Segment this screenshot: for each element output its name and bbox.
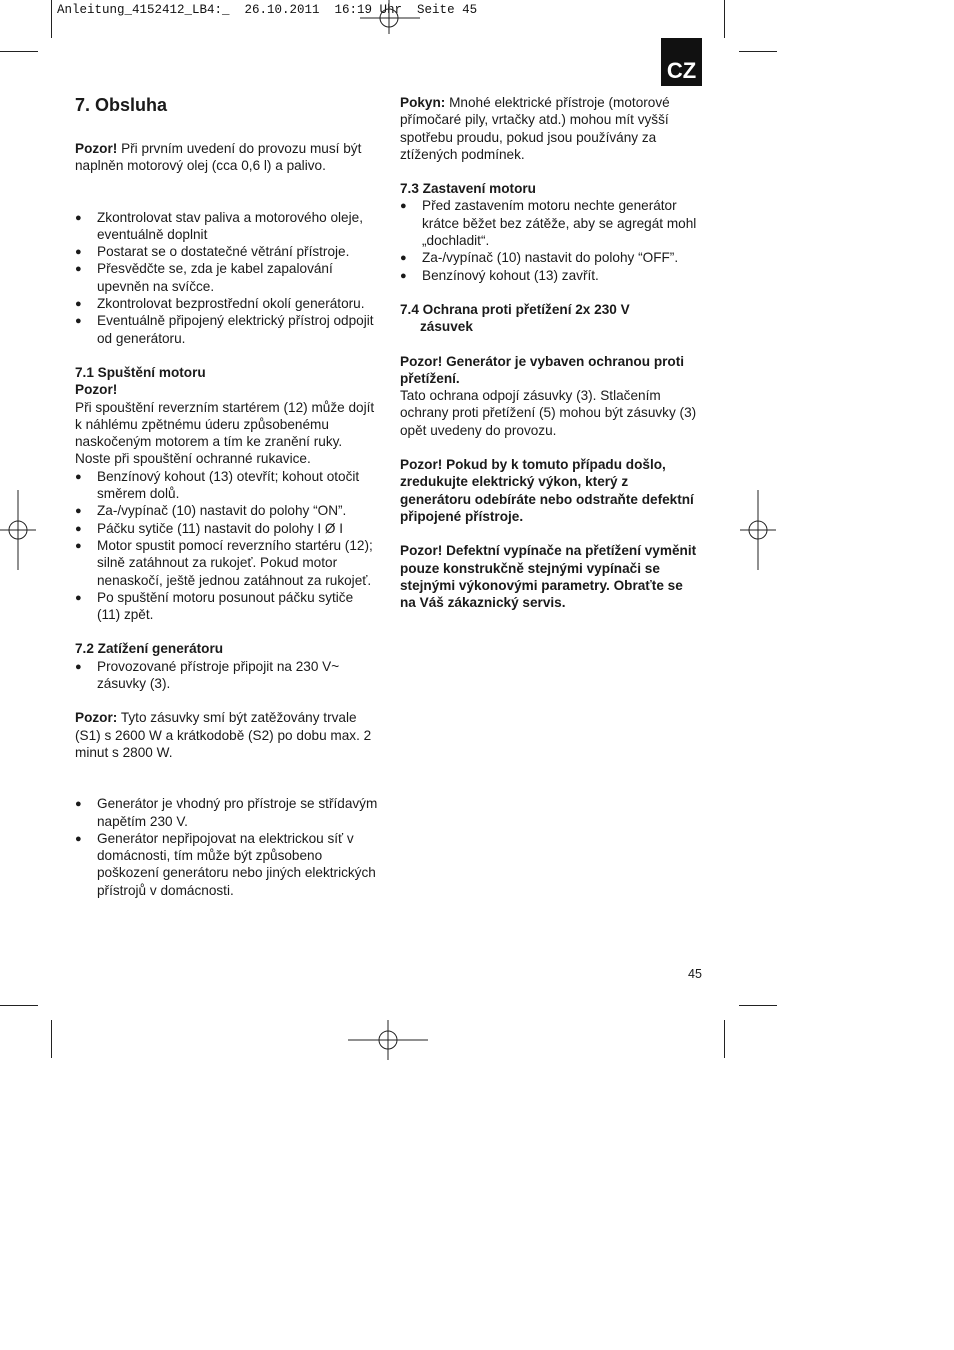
- intro-warning-label: Pozor!: [75, 141, 118, 156]
- section-title: 7. Obsluha: [75, 95, 168, 115]
- list-item: ● Přesvědčte se, zda je kabel zapalování upevněn na svíčce.: [75, 260, 380, 295]
- crop-mark-top-left-v: [51, 0, 52, 38]
- registration-mark-bottom: [348, 1020, 428, 1060]
- list-item: ● Generátor nepřipojovat na elektrickou síť v domácnosti, tím může být způsobeno poškození generátoru nebo jiných elektrických přístrojů v domácnosti.: [75, 830, 380, 899]
- overload-text: Tato ochrana odpojí zásuvky (3). Stlačením ochrany proti přetížení (5) mohou být zásuvky (3) opět uvedeny do provozu.: [400, 388, 697, 438]
- page-number: 45: [688, 967, 702, 981]
- load-warning-label: Pozor:: [75, 710, 118, 726]
- crop-mark-bottom-right-v: [724, 1020, 725, 1058]
- list-item: ● Za-/vypínač (10) nastavit do polohy “OFF”.: [400, 249, 700, 266]
- replace-breaker-warning: Pozor! Defektní vypínače na přetížení vyměnit pouze konstrukčně stejnými vypínači se stejnými výkonovými parametry. Obraťte se na Váš zákaznický servis.: [400, 543, 697, 611]
- checklist-bullets: [75, 209, 380, 347]
- list-item: ● Provozované přístroje připojit na 230 V~ zásuvky (3).: [75, 658, 380, 693]
- intro-paragraph: [75, 140, 380, 175]
- note-paragraph: [400, 94, 700, 163]
- list-item: ● Eventuálně připojený elektrický přístroj odpojit od generátoru.: [75, 312, 380, 347]
- crop-mark-top-left-h: [0, 51, 38, 52]
- overload-warning: Pozor! Generátor je vybaven ochranou proti přetížení.: [400, 353, 685, 386]
- section-7-1-heading: 7.1 Spuštění motoru: [75, 364, 206, 380]
- generator-notes: [75, 795, 380, 899]
- registration-mark-top: [360, 0, 420, 34]
- list-item: ● Za-/vypínač (10) nastavit do polohy “ON”.: [75, 502, 380, 519]
- note-text: Mnohé elektrické přístroje (motorové přímočaré pily, vrtačky atd.) mohou mít vyšší spotřebu proudu, pokud jsou používány za ztížených podmínek.: [400, 95, 670, 162]
- intro-text: Při prvním uvedení do provozu musí být naplněn motorový olej (cca 0,6 l) a palivo.: [75, 141, 362, 174]
- list-item: ● Motor spustit pomocí reverzního startéru (12); silně zatáhnout za rukojeť. Pokud motor nenaskočí, ještě jednou zatáhnout za rukojeť.: [75, 537, 380, 589]
- crop-mark-top-right-h: [739, 51, 777, 52]
- left-column: [75, 94, 380, 899]
- list-item: ● Před zastavením motoru nechte generátor krátce běžet bez zátěže, aby se agregát mohl „dochladit“.: [400, 197, 700, 249]
- section-7-4-heading-line2: zásuvek: [420, 319, 473, 335]
- list-item: ● Páčku sytiče (11) nastavit do polohy I Ø I: [75, 520, 380, 537]
- section-7-1-warning: Pozor!: [75, 382, 118, 398]
- list-item: ● Benzínový kohout (13) zavřít.: [400, 267, 700, 284]
- section-7-4-heading-line1: 7.4 Ochrana proti přetížení 2x 230 V: [400, 301, 630, 317]
- load-warning-text: Tyto zásuvky smí být zatěžovány trvale (S1) s 2600 W a krátkodobě (S2) po dobu max. 2 minut s 2800 W.: [75, 710, 372, 760]
- crop-mark-top-right-v: [724, 0, 725, 38]
- start-steps: [75, 468, 380, 624]
- section-7-2-warning: [75, 709, 380, 761]
- list-item: ● Generátor je vhodný pro přístroje se střídavým napětím 230 V.: [75, 795, 380, 830]
- crop-mark-bottom-left-v: [51, 1020, 52, 1058]
- note-label: Pokyn:: [400, 95, 446, 110]
- section-7-2-heading: 7.2 Zatížení generátoru: [75, 641, 224, 657]
- section-7-1-text: Při spouštění reverzním startérem (12) může dojít k náhlému zpětnému úderu způsobenému naskočeným motorem a tím ke zranění ruky. Noste při spouštění ochranné rukavice.: [75, 399, 375, 467]
- list-item: ● Zkontrolovat stav paliva a motorového oleje, eventuálně doplnit: [75, 209, 380, 244]
- reduce-load-warning: Pozor! Pokud by k tomuto případu došlo, zredukujte elektrický výkon, který z generátoru odebíráte nebo odstraňte defektní připojené přístroje.: [400, 457, 694, 524]
- print-slug: Anleitung_4152412_LB4:_ 26.10.2011 16:19 Uhr Seite 45: [57, 3, 478, 17]
- section-7-3-heading: 7.3 Zastavení motoru: [400, 181, 536, 197]
- registration-mark-left: [0, 490, 36, 570]
- section-7-4-heading: [400, 301, 700, 336]
- language-badge: CZ: [661, 38, 702, 86]
- registration-mark-right: [740, 490, 776, 570]
- stop-steps: [400, 197, 700, 283]
- list-item: ● Benzínový kohout (13) otevřít; kohout otočit směrem dolů.: [75, 468, 380, 503]
- crop-mark-bottom-left-h: [0, 1005, 38, 1006]
- load-steps: [75, 658, 380, 693]
- list-item: ● Po spuštění motoru posunout páčku sytiče (11) zpět.: [75, 589, 380, 624]
- right-column: [400, 94, 700, 611]
- list-item: ● Postarat se o dostatečné větrání přístroje.: [75, 243, 380, 260]
- list-item: ● Zkontrolovat bezprostřední okolí generátoru.: [75, 295, 380, 312]
- crop-mark-bottom-right-h: [739, 1005, 777, 1006]
